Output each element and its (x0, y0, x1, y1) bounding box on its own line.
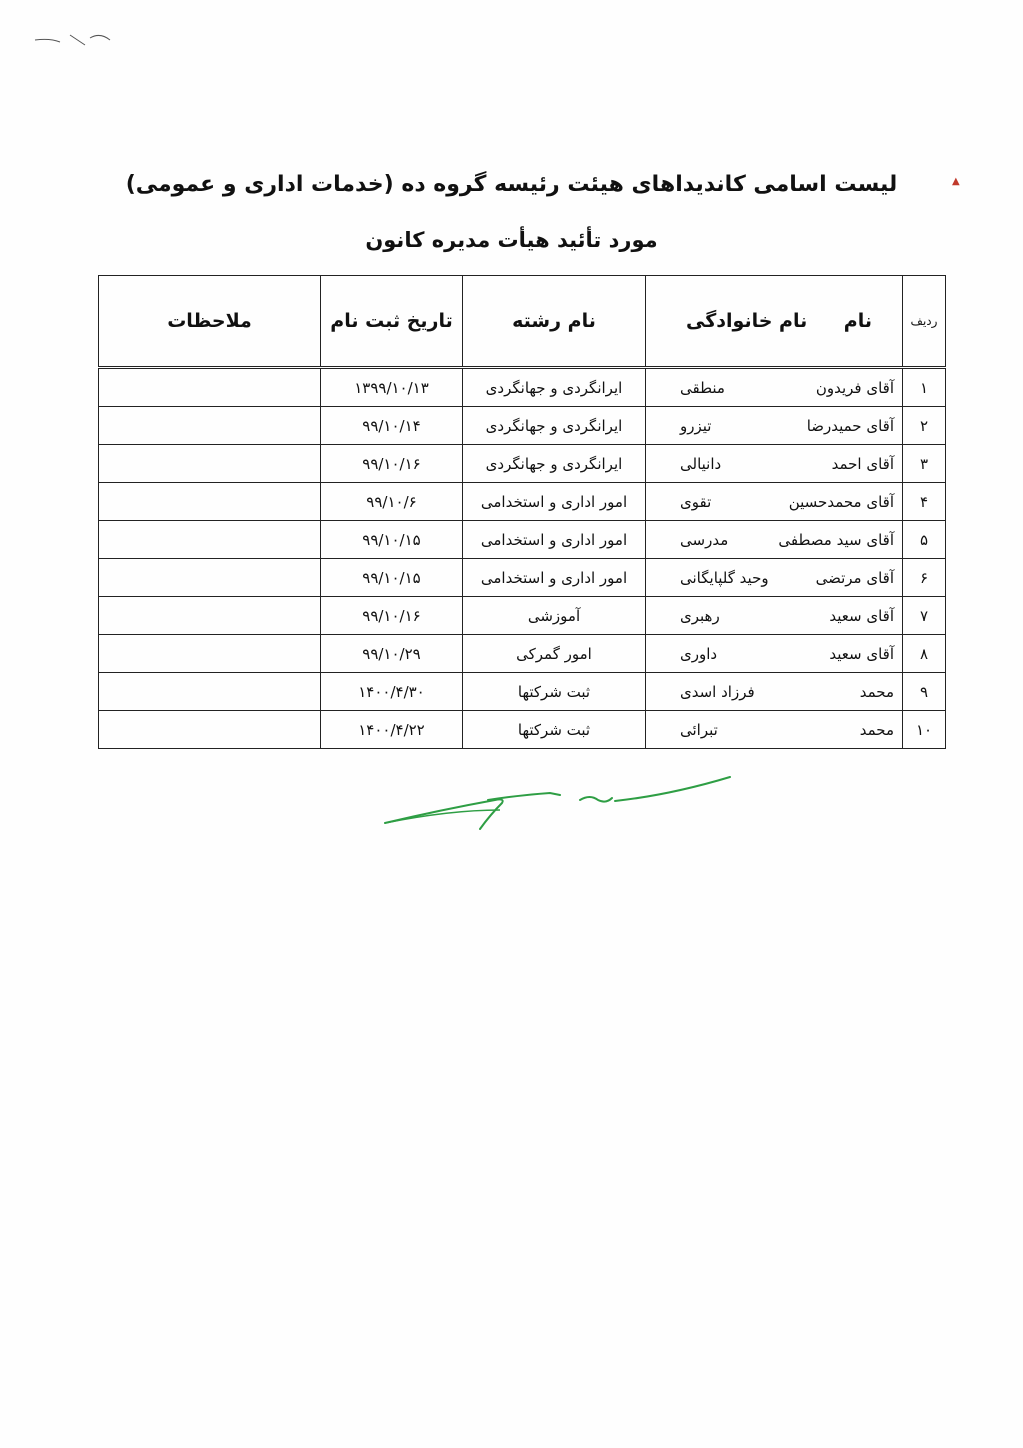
row-first-name: آقای سید مصطفی (778, 530, 894, 549)
row-last-name: تیزرو (680, 416, 712, 435)
row-number: ۵ (903, 521, 946, 559)
row-number: ۱ (903, 368, 946, 407)
row-notes (99, 711, 321, 749)
row-last-name: داوری (680, 644, 718, 663)
table-row (99, 407, 946, 445)
table-row (99, 673, 946, 711)
row-name (646, 521, 903, 559)
row-last-name: فرزاد اسدی (680, 682, 755, 701)
header-date: تاریخ ثبت نام (321, 276, 463, 368)
table-row (99, 711, 946, 749)
row-notes (99, 445, 321, 483)
row-first-name: آقای احمد (831, 454, 894, 473)
table-header-row (99, 276, 946, 368)
header-name (646, 276, 903, 368)
row-date: ۹۹/۱۰/۱۵ (321, 521, 463, 559)
row-field: امور اداری و استخدامی (463, 483, 646, 521)
row-first-name: آقای سعید (829, 606, 894, 625)
table-row (99, 368, 946, 407)
row-name (646, 559, 903, 597)
row-notes (99, 597, 321, 635)
row-last-name: مدرسی (680, 530, 729, 549)
red-mark: ▲ (952, 176, 960, 187)
row-notes (99, 635, 321, 673)
row-number: ۹ (903, 673, 946, 711)
row-date: ۹۹/۱۰/۱۶ (321, 597, 463, 635)
row-field: امور گمرکی (463, 635, 646, 673)
header-field: نام رشته (463, 276, 646, 368)
header-last-name: نام خانوادگی (686, 310, 808, 332)
table-row (99, 483, 946, 521)
row-field: ثبت شرکتها (463, 711, 646, 749)
row-first-name: آقای سعید (829, 644, 894, 663)
row-number: ۴ (903, 483, 946, 521)
row-date: ۱۴۰۰/۴/۳۰ (321, 673, 463, 711)
table-row (99, 635, 946, 673)
signature (380, 755, 740, 835)
row-notes (99, 521, 321, 559)
row-name (646, 445, 903, 483)
table-body (99, 368, 946, 749)
row-first-name: آقای مرتضی (815, 568, 894, 587)
row-date: ۱۴۰۰/۴/۲۲ (321, 711, 463, 749)
document-subtitle: مورد تأئید هیأت مدیره کانون (365, 228, 658, 252)
row-name (646, 635, 903, 673)
row-first-name: آقای محمدحسین (788, 492, 894, 511)
row-last-name: منطقی (680, 378, 725, 397)
row-field: ایرانگردی و جهانگردی (463, 445, 646, 483)
row-date: ۹۹/۱۰/۲۹ (321, 635, 463, 673)
row-last-name: وحید گلپایگانی (680, 568, 769, 587)
row-name (646, 597, 903, 635)
row-name (646, 673, 903, 711)
row-field: ایرانگردی و جهانگردی (463, 407, 646, 445)
row-number: ۶ (903, 559, 946, 597)
row-first-name: آقای حمیدرضا (806, 416, 894, 435)
candidates-table (98, 275, 946, 749)
document-title: لیست اسامی کاندیداهای هیئت رئیسه گروه ده (خدمات اداری و عمومی) (125, 172, 898, 197)
header-notes: ملاحظات (99, 276, 321, 368)
row-last-name: دانیالی (680, 454, 722, 473)
row-number: ۱۰ (903, 711, 946, 749)
row-notes (99, 483, 321, 521)
row-field: امور اداری و استخدامی (463, 559, 646, 597)
row-number: ۸ (903, 635, 946, 673)
row-notes (99, 559, 321, 597)
row-number: ۳ (903, 445, 946, 483)
row-field: ثبت شرکتها (463, 673, 646, 711)
table-row (99, 521, 946, 559)
row-notes (99, 673, 321, 711)
row-date: ۹۹/۱۰/۱۴ (321, 407, 463, 445)
row-first-name: محمد (859, 682, 894, 701)
row-field: ایرانگردی و جهانگردی (463, 368, 646, 407)
header-row-number: ردیف (903, 276, 946, 368)
row-name (646, 711, 903, 749)
corner-scribble (30, 20, 130, 60)
table-row (99, 559, 946, 597)
row-date: ۹۹/۱۰/۱۵ (321, 559, 463, 597)
row-name (646, 368, 903, 407)
row-date: ۹۹/۱۰/۱۶ (321, 445, 463, 483)
row-field: امور اداری و استخدامی (463, 521, 646, 559)
row-name (646, 407, 903, 445)
row-last-name: تبرائی (680, 720, 718, 739)
row-last-name: تقوی (680, 492, 712, 511)
row-notes (99, 407, 321, 445)
row-last-name: رهبری (680, 606, 720, 625)
row-notes (99, 368, 321, 407)
row-field: آموزشی (463, 597, 646, 635)
row-number: ۷ (903, 597, 946, 635)
row-name (646, 483, 903, 521)
row-number: ۲ (903, 407, 946, 445)
row-date: ۹۹/۱۰/۶ (321, 483, 463, 521)
table-row (99, 597, 946, 635)
header-first-name: نام (843, 310, 872, 332)
row-first-name: آقای فریدون (815, 378, 894, 397)
row-first-name: محمد (859, 720, 894, 739)
row-date: ۱۳۹۹/۱۰/۱۳ (321, 368, 463, 407)
table-row (99, 445, 946, 483)
